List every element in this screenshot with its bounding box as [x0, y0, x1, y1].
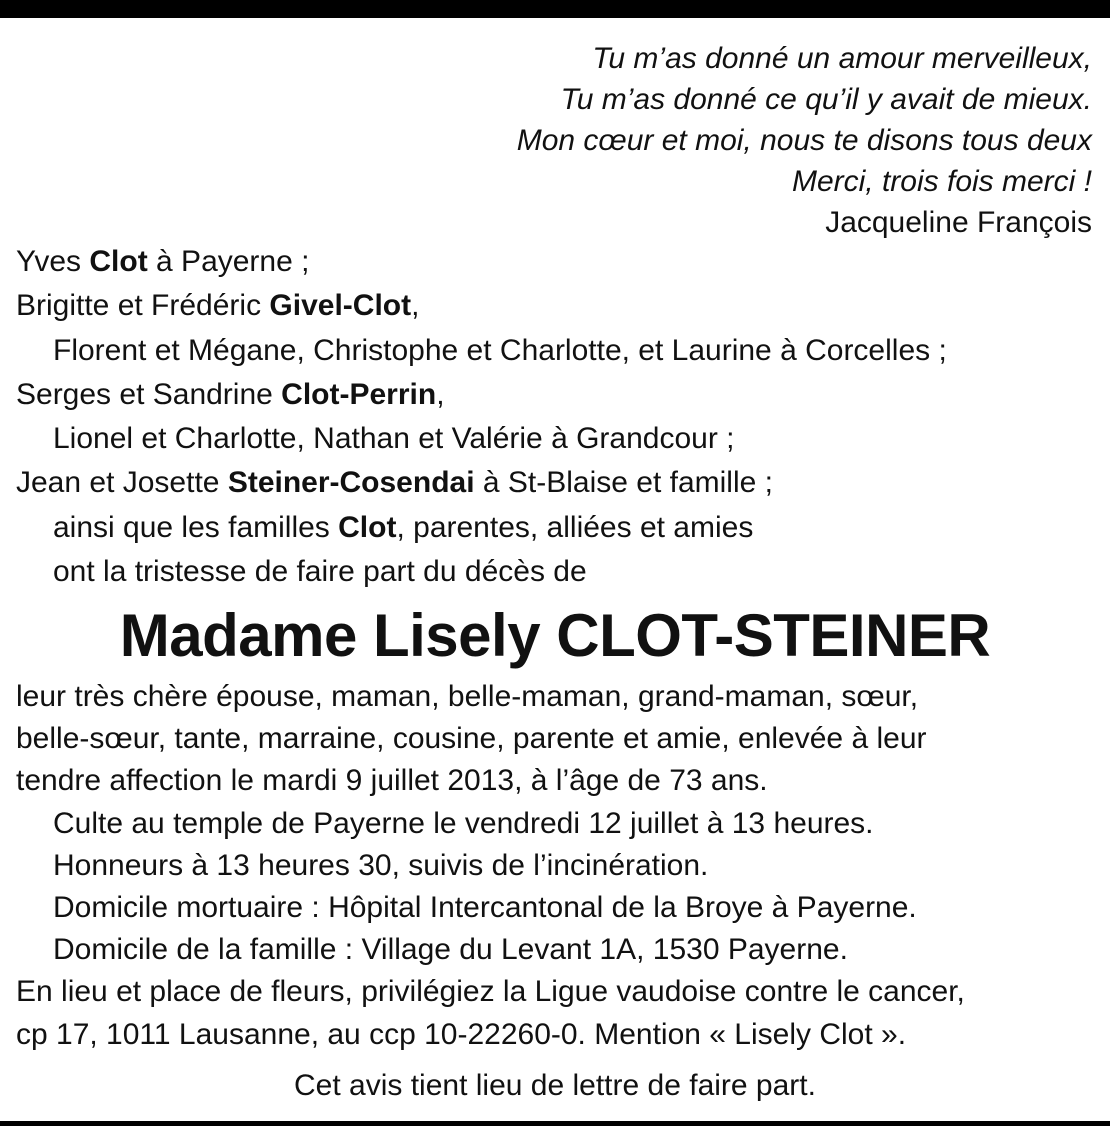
poem-author: Jacqueline François: [825, 206, 1092, 239]
top-rule: [0, 0, 1110, 18]
family-list: [16, 240, 1096, 594]
family-line: Lionel et Charlotte, Nathan et Valérie à Grandcour ;: [53, 422, 735, 456]
detail-line: cp 17, 1011 Lausanne, au ccp 10-22260-0. Mention « Lisely Clot ».: [16, 1017, 907, 1051]
deceased-name: Madame Lisely CLOT-STEINER: [119, 602, 991, 669]
detail-line: Domicile mortuaire : Hôpital Intercantonal de la Broye à Payerne.: [53, 890, 917, 924]
poem-line: Merci, trois fois merci !: [791, 165, 1092, 198]
poem-block: [517, 38, 1092, 243]
family-line: Florent et Mégane, Christophe et Charlotte, et Laurine à Corcelles ;: [53, 333, 947, 367]
poem-line: Mon cœur et moi, nous te disons tous deux: [516, 124, 1092, 157]
family-line: ont la tristesse de faire part du décès de: [53, 555, 587, 589]
family-line: Jean et Josette Steiner-Cosendai à St-Blaise et famille ;: [16, 466, 773, 500]
detail-line: Domicile de la famille : Village du Levant 1A, 1530 Payerne.: [53, 933, 848, 967]
detail-line: tendre affection le mardi 9 juillet 2013, à l’âge de 73 ans.: [16, 764, 768, 798]
detail-line: Honneurs à 13 heures 30, suivis de l’incinération.: [53, 848, 709, 882]
bottom-rule: [0, 1121, 1110, 1126]
closing-note: Cet avis tient lieu de lettre de faire part.: [294, 1069, 816, 1102]
detail-line: Culte au temple de Payerne le vendredi 12 juillet à 13 heures.: [53, 806, 874, 840]
family-line: Serges et Sandrine Clot-Perrin,: [16, 377, 445, 411]
details-block: [16, 676, 1096, 1056]
detail-line: En lieu et place de fleurs, privilégiez la Ligue vaudoise contre le cancer,: [16, 975, 965, 1009]
poem-line: Tu m’as donné un amour merveilleux,: [592, 42, 1092, 75]
family-line: Brigitte et Frédéric Givel-Clot,: [16, 289, 420, 323]
detail-line: leur très chère épouse, maman, belle-maman, grand-maman, sœur,: [16, 680, 919, 713]
family-line: Yves Clot à Payerne ;: [16, 245, 310, 278]
poem-line: Tu m’as donné ce qu’il y avait de mieux.: [560, 83, 1092, 116]
detail-line: belle-sœur, tante, marraine, cousine, parente et amie, enlevée à leur: [16, 722, 927, 756]
family-line: ainsi que les familles Clot, parentes, alliées et amies: [53, 510, 754, 544]
